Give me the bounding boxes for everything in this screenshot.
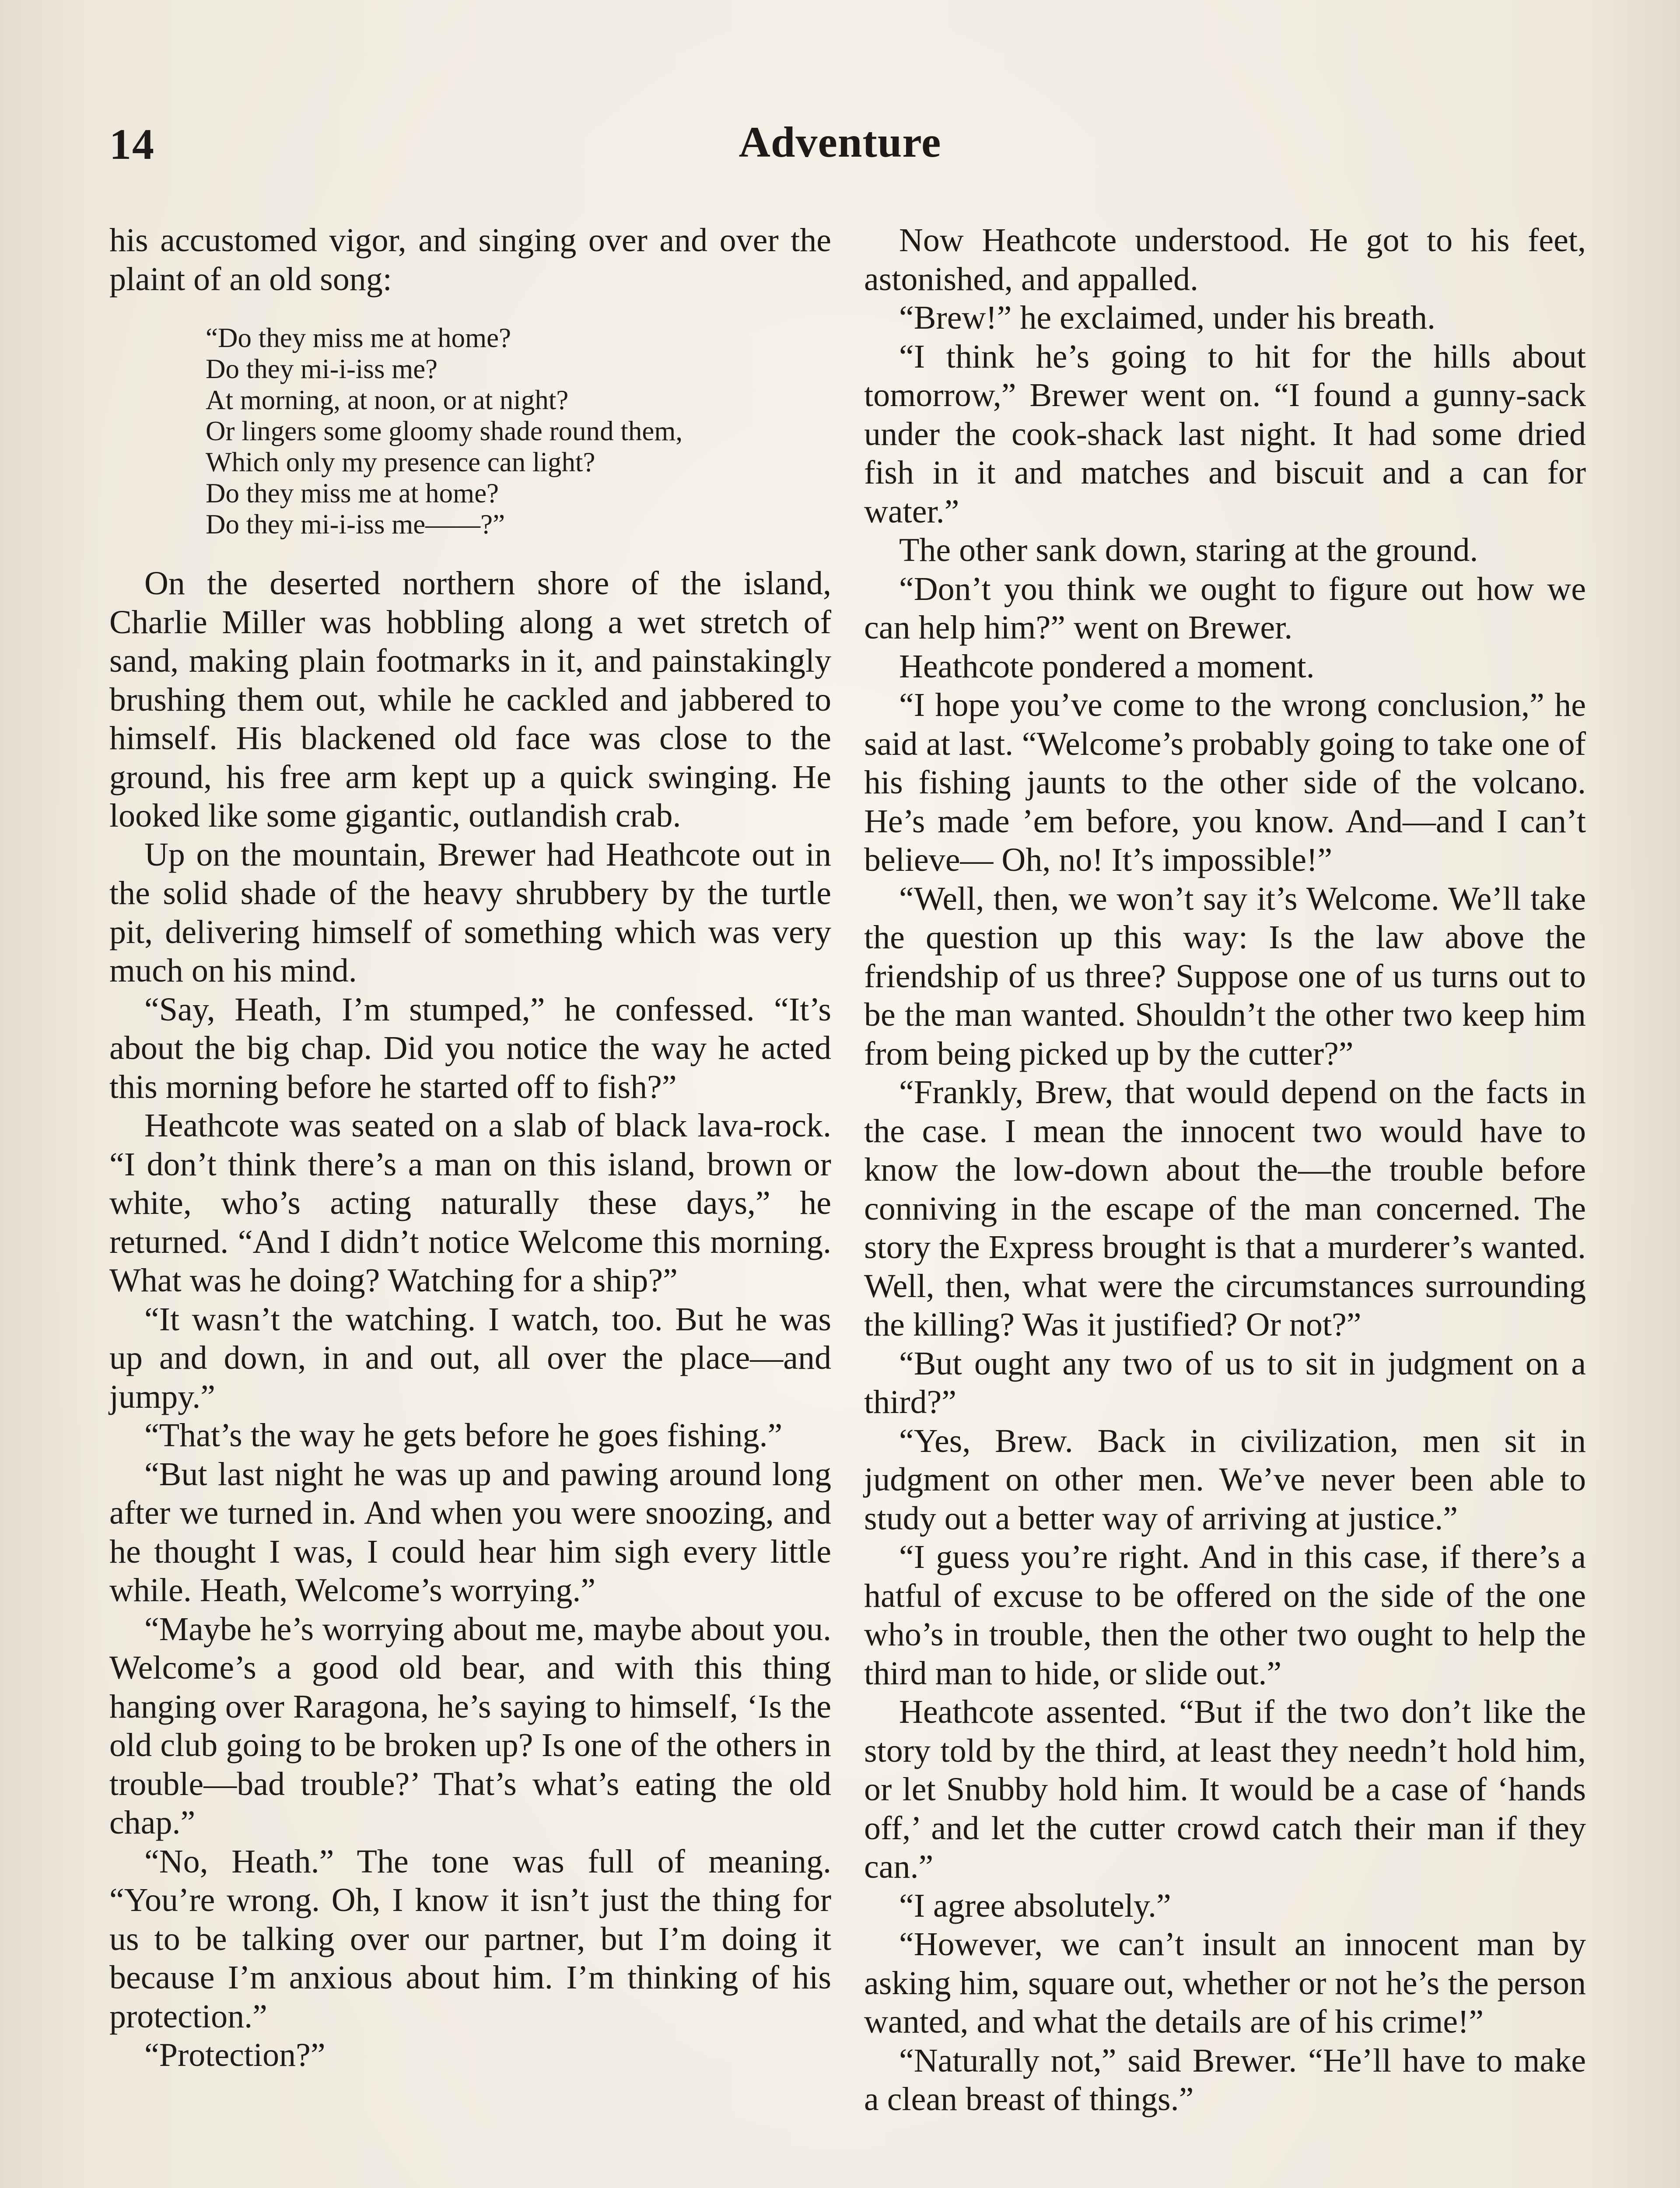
verse-line: Which only my presence can light? <box>206 447 595 477</box>
paragraph: “Frankly, Brew, that would depend on the facts in the case. I mean the innocent two would have to know the low-down about the—the trouble before conniving in the escape of the man concerned. The story the Express brought is that a murderer’s wanted. Well, then, what were the circumstances surrounding the killing? Was it justified? Or not?” <box>864 1074 1586 1343</box>
paragraph: “Maybe he’s worrying about me, maybe about you. Welcome’s a good old bear, and with this thing hanging over Raragona, he’s saying to himself, ‘Is the old club going to be broken up? Is one of the others in trouble—bad trouble?’ That’s what’s eating the old chap.” <box>109 1610 831 1841</box>
paragraph: “Brew!” he exclaimed, under his breath. <box>899 299 1436 336</box>
paragraph: “Naturally not,” said Brewer. “He’ll have to make a clean breast of things.” <box>864 2042 1586 2118</box>
paragraph: “But ought any two of us to sit in judgment on a third?” <box>864 1345 1586 1420</box>
paragraph: “It wasn’t the watching. I watch, too. But he was up and down, in and out, all over the place—and jumpy.” <box>109 1301 831 1415</box>
paragraph: “I hope you’ve come to the wrong conclusion,” he said at last. “Welcome’s probably going to take one of his fishing jaunts to the other side of the volcano. He’s made ’em before, you know. And—and I can’t believe— Oh, no! It’s impossible!” <box>864 687 1586 878</box>
paragraph: Now Heathcote understood. He got to his feet, astonished, and appalled. <box>864 222 1586 298</box>
paragraph: “Don’t you think we ought to figure out how we can help him?” went on Brewer. <box>864 570 1586 646</box>
verse-line: Do they mi-i-iss me? <box>206 354 438 384</box>
right-column <box>864 221 1586 2119</box>
paragraph: his accustomed vigor, and singing over and over the plaint of an old song: <box>109 222 831 298</box>
paragraph: “That’s the way he gets before he goes fishing.” <box>144 1417 783 1454</box>
paragraph: The other sank down, staring at the ground. <box>899 532 1478 568</box>
paragraph: Heathcote assented. “But if the two don’t like the story told by the third, at least they needn’t hold him, or let Snubby hold him. It would be a case of ‘hands off,’ and let the cutter crowd catch their man if they can.” <box>864 1694 1586 1885</box>
paragraph: “Yes, Brew. Back in civilization, men sit in judgment on other men. We’ve never been able to study out a better way of arriving at justice.” <box>864 1422 1586 1537</box>
verse-line: Or lingers some gloomy shade round them, <box>206 416 683 446</box>
paragraph: “However, we can’t insult an innocent man by asking him, square out, whether or not he’s the person wanted, and what the details are of his crime!” <box>864 1926 1586 2040</box>
verse-line: At morning, at noon, or at night? <box>206 385 569 415</box>
paragraph: “I guess you’re right. And in this case, if there’s a hatful of excuse to be offered on the side of the one who’s in trouble, then the other two ought to help the third man to hide, or slide out.” <box>864 1539 1586 1692</box>
paragraph: “But last night he was up and pawing around long after we turned in. And when you were snoozing, and he thought I was, I could hear him sigh every little while. Heath, Welcome’s worrying.” <box>109 1455 831 1609</box>
paragraph: “No, Heath.” The tone was full of meaning. “You’re wrong. Oh, I know it isn’t just the thing for us to be talking over our partner, but I’m doing it because I’m anxious about him. I’m thinking of his protection.” <box>109 1843 831 2035</box>
paragraph: Heathcote pondered a moment. <box>899 648 1315 685</box>
running-head: Adventure <box>738 118 942 166</box>
paragraph: “Well, then, we won’t say it’s Welcome. We’ll take the question up this way: Is the law above the friendship of us three? Suppose one of us turns out to be the man wanted. Shouldn’t the other two keep him from being picked up by the cutter?” <box>864 880 1586 1072</box>
paragraph: Up on the mountain, Brewer had Heathcote out in the solid shade of the heavy shrubbery by the turtle pit, delivering himself of something which was very much on his mind. <box>109 836 831 989</box>
song-verse <box>206 323 831 540</box>
paragraph: On the deserted northern shore of the island, Charlie Miller was hobbling along a wet stretch of sand, making plain footmarks in it, and painstakingly brushing them out, while he cackled and jabbered to himself. His blackened old face was close to the ground, his free arm kept up a quick swinging. He looked like some gigantic, outlandish crab. <box>109 565 831 834</box>
page-number: 14 <box>109 120 155 168</box>
paragraph: “Protection?” <box>144 2037 326 2073</box>
paragraph: Heathcote was seated on a slab of black lava-rock. “I don’t think there’s a man on this island, brown or white, who’s acting naturally these days,” he returned. “And I didn’t notice Welcome this morning. What was he doing? Watching for a ship?” <box>109 1107 831 1299</box>
paragraph: “I think he’s going to hit for the hills about tomorrow,” Brewer went on. “I found a gunny-sack under the cook-shack last night. It had some dried fish in it and matches and biscuit and a can for water.” <box>864 338 1586 530</box>
left-column <box>109 221 831 2075</box>
paragraph: “Say, Heath, I’m stumped,” he confessed. “It’s about the big chap. Did you notice the way he acted this morning before he started off to fish?” <box>109 991 831 1105</box>
verse-line: “Do they miss me at home? <box>206 323 511 353</box>
verse-line: Do they miss me at home? <box>206 478 499 508</box>
verse-line: Do they mi-i-iss me——?” <box>206 509 505 540</box>
paragraph: “I agree absolutely.” <box>899 1887 1171 1924</box>
